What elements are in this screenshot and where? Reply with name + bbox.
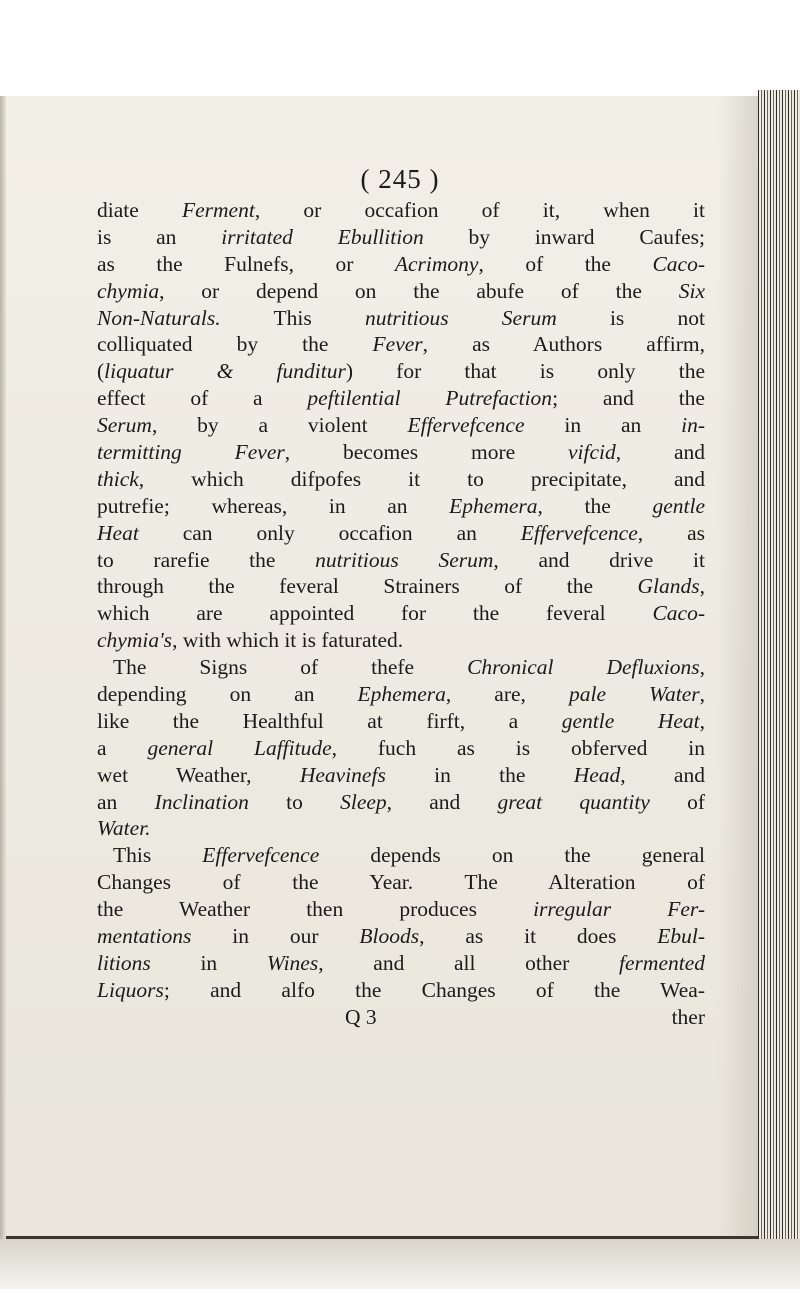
italic-phrase: Six [678,278,705,303]
text-lines [97,197,705,1004]
italic-phrase: litions [97,950,151,975]
text-run: an [97,789,155,814]
italic-phrase: Effervefcence [520,520,638,545]
body-text [97,197,705,1031]
left-page-edge [0,96,6,1289]
text-run: ) for that is only the [345,359,705,384]
text-line [97,735,705,762]
text-run: , the [537,493,653,518]
text-line [97,439,705,466]
italic-phrase: gentle [652,493,705,518]
italic-phrase: pale Water [568,682,700,707]
text-run: which are appointed for the feveral [97,601,653,626]
italic-phrase: peftilential Putrefaction [307,386,553,411]
italic-phrase: Glands [637,574,700,599]
text-run: to [248,789,341,814]
text-run: depending on an [97,682,358,707]
italic-phrase: termitting Fever [97,440,285,465]
italic-phrase: liquatur & funditur [104,359,346,384]
italic-phrase: Ephemera [449,493,538,518]
text-run: in the [385,762,574,787]
italic-phrase: Heavinefs [299,762,386,787]
text-run: , [699,574,705,599]
italic-phrase: Acrimony [394,251,479,276]
text-line [97,197,705,224]
italic-phrase: Ferment [181,198,255,222]
text-line [97,493,705,520]
italic-phrase: Wines [266,950,319,975]
text-line [97,520,705,547]
text-line [97,869,705,896]
italic-phrase: Effervefcence [202,843,320,868]
italic-phrase: gentle Heat [561,708,700,733]
text-run: , by a violent [151,413,408,438]
text-line [97,977,705,1004]
text-run: , [699,708,705,733]
italic-phrase: great quantity [497,789,650,814]
text-run: the Weather then produces [97,897,534,922]
text-run: of [649,789,705,814]
text-run: , with which it is faturated. [172,628,404,653]
text-line [97,305,705,332]
text-line [97,762,705,789]
text-run: , and [615,440,706,465]
italic-phrase: Inclination [154,789,249,814]
text-run: through the feveral Strainers of the [97,574,638,599]
italic-phrase: Caco- [652,601,705,626]
bottom-margin [0,1239,800,1289]
italic-phrase: Water. [97,816,151,841]
text-line [97,708,705,735]
italic-phrase: Bloods [359,924,420,949]
text-line [97,412,705,439]
text-run: The Signs of thefe [113,655,468,680]
text-run: wet Weather, [97,762,300,787]
italic-phrase: irregular Fer- [533,897,705,922]
italic-phrase: mentations [97,924,192,949]
text-run: , as it does [419,924,658,949]
text-run: like the Healthful at firft, a [97,708,562,733]
italic-phrase: nutritious Serum [315,547,494,572]
text-run: This [113,843,203,868]
text-line [97,600,705,627]
text-run: This [220,305,365,330]
text-line [97,358,705,385]
italic-phrase: chymia [97,278,160,303]
text-run: in [150,950,267,975]
text-run: , [699,655,705,680]
text-run: , as [637,520,705,545]
text-line [97,385,705,412]
text-run: , as Authors affirm, [422,332,705,357]
italic-phrase: Non-Naturals. [97,305,221,330]
italic-phrase: Ephemera [357,682,446,707]
text-run: , fuch as is obferved in [331,735,705,760]
italic-phrase: Heat [97,520,139,545]
text-run: in our [191,924,360,949]
italic-phrase: thick [97,466,139,491]
text-run: is an [97,224,222,249]
text-run: , or occafion of it, when it [254,198,705,222]
italic-phrase: Serum [97,413,152,438]
text-run: diate [97,198,182,222]
italic-phrase: fermented [619,950,705,975]
text-run: ; and alfo the Changes of the Wea- [163,977,705,1002]
italic-phrase: Ebul- [657,924,705,949]
text-line [97,331,705,358]
text-line [97,789,705,816]
text-run: a [97,735,148,760]
text-line [97,896,705,923]
text-line [97,573,705,600]
italic-phrase: vifcid [568,440,616,465]
page-stack-edge [758,90,800,1289]
page-footer [97,1004,705,1031]
text-line [97,681,705,708]
text-line [97,466,705,493]
text-run: , of the [478,251,653,276]
text-line [97,251,705,278]
text-run: , and [620,762,705,787]
text-run: is not [556,305,705,330]
italic-phrase: general Laffitude [147,735,332,760]
text-run: depends on the general [319,843,705,868]
text-line [97,627,705,654]
text-run: , are, [445,682,569,707]
text-run: effect of a [97,386,308,411]
italic-phrase: irritated Ebullition [221,224,424,249]
italic-phrase: chymia's [97,628,173,653]
italic-phrase: Liquors [97,977,164,1002]
text-run: colliquated by the [97,332,373,357]
text-run: ; and the [552,386,705,411]
text-run: by inward Caufes; [423,224,705,249]
text-run: , [699,682,705,707]
text-run: in an [524,413,682,438]
text-run: putrefie; whereas, in an [97,493,450,518]
italic-phrase: Caco- [652,251,705,276]
text-line [97,815,705,842]
top-margin [0,0,800,96]
text-run: can only occafion an [138,520,521,545]
italic-phrase: Sleep [340,789,387,814]
text-run: to rarefie the [97,547,316,572]
text-line [97,950,705,977]
italic-phrase: Chronical Defluxions [467,655,700,680]
text-run: , and [386,789,498,814]
catchword: ther [671,1004,705,1029]
text-line [97,547,705,574]
italic-phrase: Fever [372,332,423,357]
text-line [97,654,705,681]
signature-mark: Q 3 [345,1004,377,1029]
text-run: Changes of the Year. The Alteration of [97,870,705,895]
text-line [97,842,705,869]
text-run: , and all other [318,950,620,975]
text-run: ( [97,359,105,384]
text-run: , or depend on the abufe of the [159,278,679,303]
text-run: as the Fulnefs, or [97,251,395,276]
text-run: , which difpofes it to precipitate, and [138,466,705,491]
italic-phrase: nutritious Serum [364,305,557,330]
italic-phrase: Head [573,762,621,787]
text-line [97,224,705,251]
italic-phrase: Effervefcence [407,413,525,438]
italic-phrase: in- [681,413,705,438]
gutter-shadow [718,96,758,1289]
text-run: , becomes more [284,440,568,465]
text-line [97,278,705,305]
text-line [97,923,705,950]
text-run: , and drive it [493,547,705,572]
page-number-header: ( 245 ) [360,164,440,194]
